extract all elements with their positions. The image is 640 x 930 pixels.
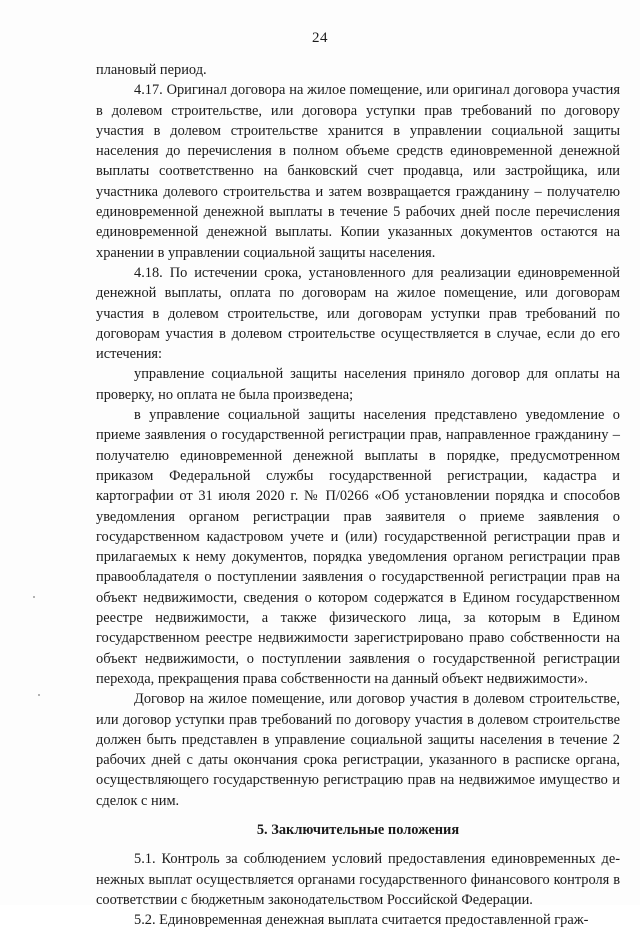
paragraph-4-18-case-a: управление социальной защиты населения приняло договор для оплаты на проверку, но оплата не была произведена;: [96, 366, 620, 403]
paragraph-4-17: 4.17. Оригинал договора на жилое помещение, или оригинал договора участия в долевом строительстве, или договора уступки прав требований по договору участия в долевом строительстве хранится в управлении социальной защиты населения до перечисления в полном объеме средств единовременной денежной выплаты соответственно на банковский счет продавца, или застройщика, или участника долевого строительства и затем возвращается гражданину – получателю единовременной денежной выплаты в течение 5 рабочих дней после перечисления единовременной денежной выплаты. Копии указанных документов остаются на хранении в управлении социальной защиты населения.: [96, 82, 620, 261]
section-heading-5: 5. Заключительные положения: [256, 821, 460, 838]
page-number: 24: [312, 30, 328, 46]
paragraph-5-2: 5.2. Единовременная денежная выплата считается предоставленной граж-: [134, 912, 589, 929]
scan-speck: [38, 694, 40, 696]
paragraph-4-18-deadline: Договор на жилое помещение, или договор участия в долевом строительстве, или договор уступки прав требований по договору участия в долевом строительстве должен быть представлен в управление социальной защиты населения в течение 2 рабочих дней с даты окончания срока регистрации, указанного в расписке органа, осуществляющего государственную регистрацию прав на недвижимое имущество и сделок с ним.: [96, 691, 620, 809]
scan-speck: [33, 596, 35, 598]
document-body: [96, 60, 620, 930]
paragraph-continuation: плановый период.: [96, 62, 207, 78]
paragraph-4-18: 4.18. По истечении срока, установленного для реализации единовременной денежной выплаты, оплата по договорам на жилое помещение, или договорам участия в долевом строительстве, или договорам уступки прав требований по договорам участия в долевом строительстве осуществляется в случае, если до его истечения:: [96, 264, 620, 363]
paragraph-4-18-case-b: в управление социальной защиты населения представлено уведомление о приеме заявления о государственной регистрации прав, направленное гражданину – получателю единовременной денежной выплаты в порядке, предусмотренном приказом Федеральной службы государственной регистрации, кадастра и картографии от 31 июля 2020 г. № П/0266 «Об установлении порядка и способов уведомления органом регистрации прав заявителя о приеме заявления о государственном кадастровом учете и (или) государственной регистрации прав и прилагаемых к нему документов, порядка уведомления органом регистрации прав правообладателя о поступлении заявления о государственной регистрации прав на объект недвижимости, сведения о котором содержатся в Едином государственном реестре недвижимости, а также физического лица, за которым в Едином государственном реестре недвижимости зарегистрировано право собственности на объект недвижимости, о поступлении заявления о государственной регистрации перехода, прекращения права собственности на данный объект недвижимости».: [96, 407, 620, 687]
paragraph-5-1: 5.1. Контроль за соблюдением условий предоставления единовременных денежных выплат осуществляется органами государственного финансового контроля в соответствии с бюджетным законодательством Российской Федерации.: [96, 851, 620, 908]
